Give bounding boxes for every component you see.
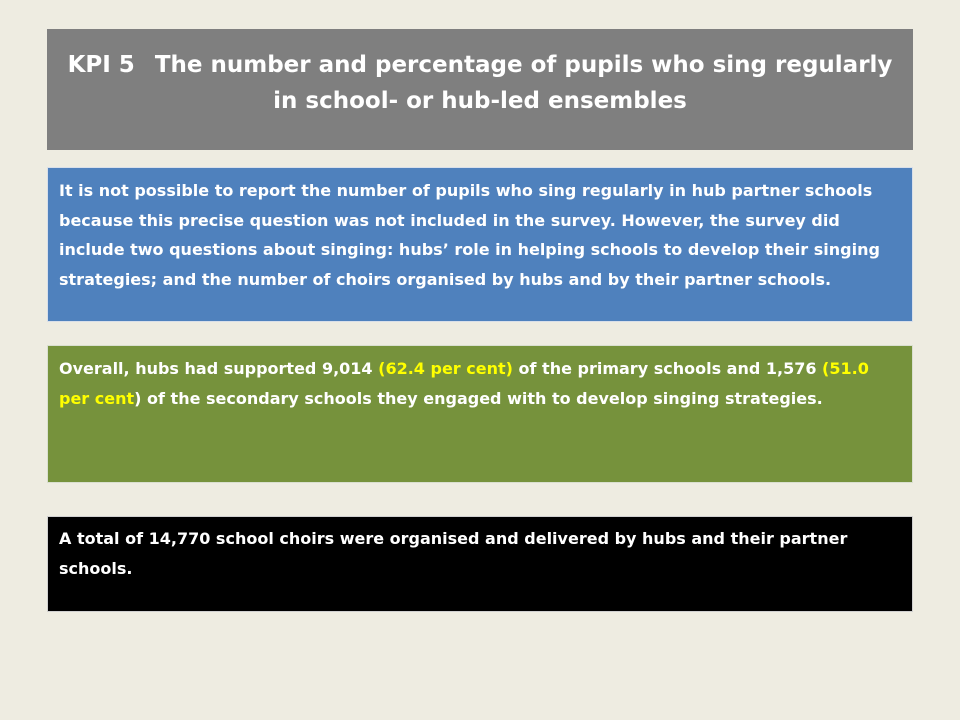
choirs-total-box [47, 516, 913, 612]
title-banner [47, 29, 913, 150]
hubs-text-part2: of the primary schools and 1,576 [512, 359, 823, 378]
hubs-text-part3: ) of the secondary schools they engaged with to develop singing strategies. [134, 388, 823, 408]
hubs-support-box [47, 345, 913, 483]
choirs-text: A total of 14,770 school choirs were organised and delivered by hubs and their partner schools. [59, 529, 848, 578]
intro-box [47, 167, 913, 322]
hubs-text-part1: Overall, hubs had supported 9,014 [59, 359, 379, 378]
primary-percentage: (62.4 per cent) [378, 359, 513, 378]
page-title: The number and percentage of pupils who sing regularly in school- or hub-led ensembles [154, 52, 893, 114]
kpi-label: KPI 5 [67, 52, 135, 78]
secondary-percentage: (51.0 per cent [59, 359, 869, 408]
intro-text: It is not possible to report the number of pupils who sing regularly in hub partner schools because this precise question was not included in the survey. However, the survey did include two questions about singing: hubs’ role in helping schools to develop their singing strategies; and the number of choirs organised by hubs and by their partner schools. [59, 181, 880, 289]
